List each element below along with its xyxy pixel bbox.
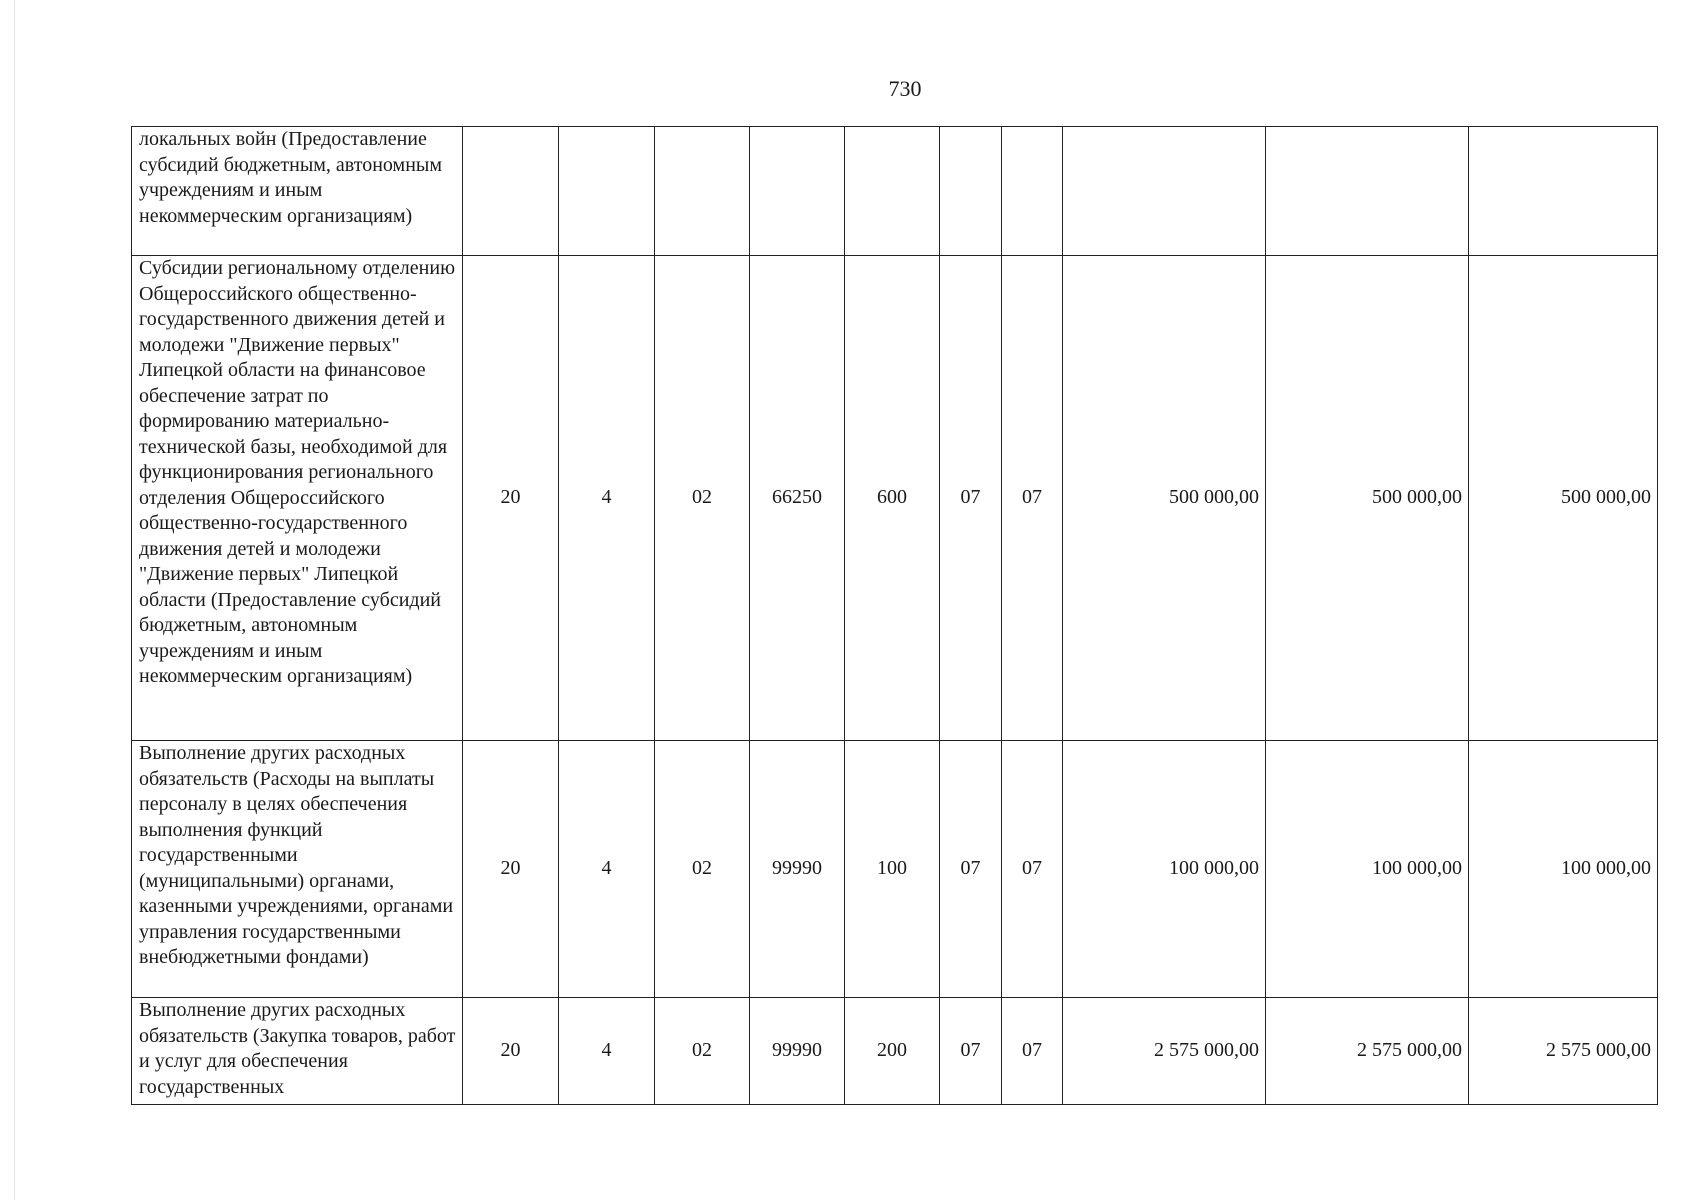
- code-cell: 20: [463, 998, 559, 1105]
- amount-cell: 2 575 000,00: [1063, 998, 1266, 1105]
- amount-cell: 500 000,00: [1266, 256, 1469, 741]
- code-cell: 20: [463, 256, 559, 741]
- row-description: Выполнение других расходных обязательств (Закупка товаров, работ и услуг для обеспечения государственных: [132, 998, 463, 1105]
- code-cell: 02: [655, 998, 750, 1105]
- code-cell: 4: [559, 256, 655, 741]
- amount-cell: 2 575 000,00: [1469, 998, 1658, 1105]
- code-cell: 07: [1002, 741, 1063, 998]
- code-cell: [750, 127, 845, 256]
- code-cell: 99990: [750, 998, 845, 1105]
- amount-cell: [1266, 127, 1469, 256]
- code-cell: 02: [655, 256, 750, 741]
- amount-cell: [1063, 127, 1266, 256]
- amount-cell: 100 000,00: [1469, 741, 1658, 998]
- code-cell: 4: [559, 998, 655, 1105]
- code-cell: 100: [845, 741, 940, 998]
- page-number: 730: [888, 76, 922, 101]
- code-cell: 07: [940, 998, 1002, 1105]
- budget-table: [131, 126, 1658, 1105]
- code-cell: [845, 127, 940, 256]
- row-description: Субсидии региональному отделению Общероссийского общественно-государственного движения детей и молодежи "Движение первых" Липецкой области на финансовое обеспечение затрат по формированию материально-технической базы, необходимой для функционирования регионального отделения Общероссийского общественно-государственного движения детей и молодежи "Движение первых" Липецкой области (Предоставление субсидий бюджетным, автономным учреждениям и иным некоммерческим организациям): [132, 256, 463, 741]
- table-row: [132, 998, 1658, 1105]
- table-row: [132, 256, 1658, 741]
- code-cell: 99990: [750, 741, 845, 998]
- amount-cell: 500 000,00: [1469, 256, 1658, 741]
- amount-cell: 100 000,00: [1063, 741, 1266, 998]
- code-cell: 07: [940, 741, 1002, 998]
- amount-cell: 2 575 000,00: [1266, 998, 1469, 1105]
- table-row: [132, 741, 1658, 998]
- code-cell: 600: [845, 256, 940, 741]
- code-cell: [1002, 127, 1063, 256]
- row-description: локальных войн (Предоставление субсидий бюджетным, автономным учреждениям и иным некоммерческим организациям): [132, 127, 463, 256]
- code-cell: 66250: [750, 256, 845, 741]
- code-cell: 07: [940, 256, 1002, 741]
- row-description: Выполнение других расходных обязательств (Расходы на выплаты персоналу в целях обеспечения выполнения функций государственными (муниципальными) органами, казенными учреждениями, органами управления государственными внебюджетными фондами): [132, 741, 463, 998]
- code-cell: 4: [559, 741, 655, 998]
- code-cell: 200: [845, 998, 940, 1105]
- code-cell: 07: [1002, 998, 1063, 1105]
- scan-edge-line: [14, 0, 15, 1200]
- code-cell: [655, 127, 750, 256]
- code-cell: [463, 127, 559, 256]
- code-cell: [559, 127, 655, 256]
- code-cell: 02: [655, 741, 750, 998]
- amount-cell: 500 000,00: [1063, 256, 1266, 741]
- code-cell: [940, 127, 1002, 256]
- amount-cell: [1469, 127, 1658, 256]
- code-cell: 07: [1002, 256, 1063, 741]
- amount-cell: 100 000,00: [1266, 741, 1469, 998]
- table-row: [132, 127, 1658, 256]
- code-cell: 20: [463, 741, 559, 998]
